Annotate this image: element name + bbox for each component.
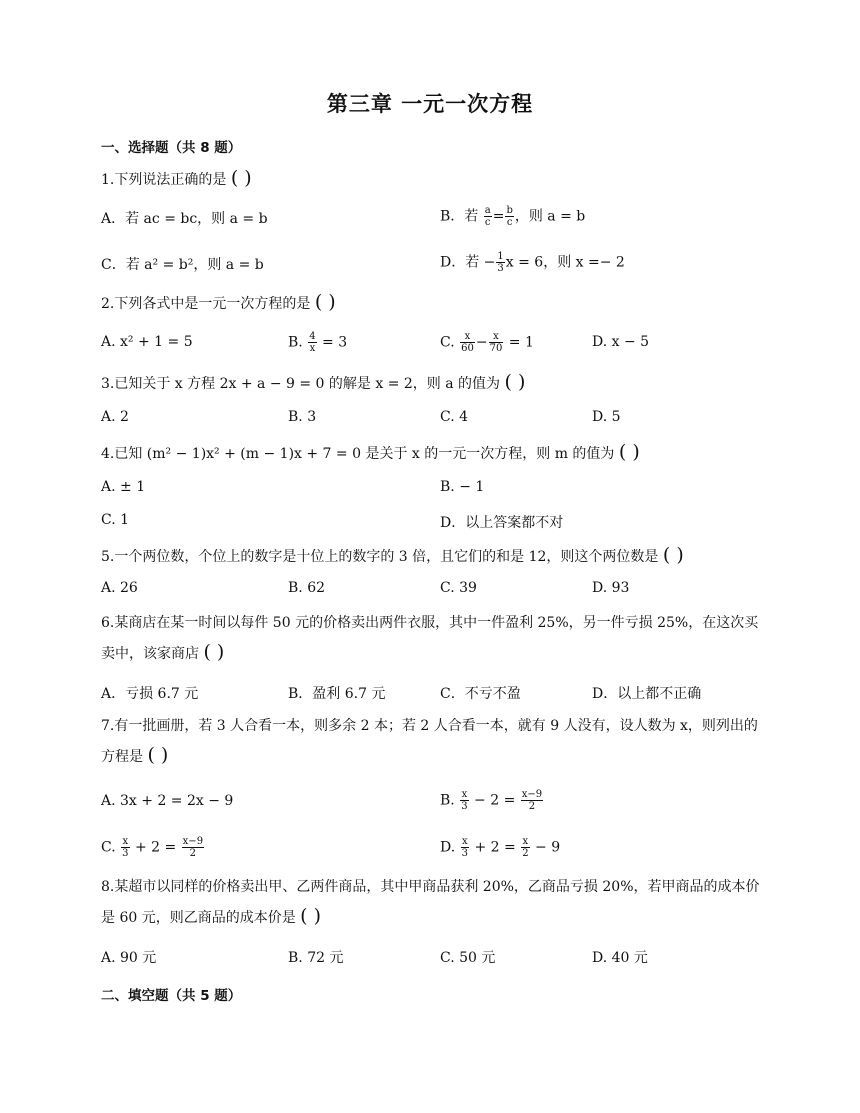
question-8 <box>101 873 761 933</box>
denominator: 3 <box>497 263 504 274</box>
question-7-stem: 7.有一批画册，若 3 人合看一本，则多余 2 本；若 2 人合看一本，就有 9 人没有，设人数为 x，则列出的方程是 <box>101 718 758 765</box>
q2-option-b <box>288 331 347 354</box>
denominator: 3 <box>461 801 468 812</box>
q5-option-d: D. 93 <box>592 580 630 596</box>
q2-c-prefix: C. <box>440 334 460 351</box>
q7-b-prefix: B. <box>440 792 460 809</box>
numerator: x−9 <box>182 836 204 847</box>
numerator: x <box>122 836 129 847</box>
q6-option-d: D．以上都不正确 <box>592 686 702 702</box>
q1-d-suffix: x = 6，则 x =− 2 <box>505 254 625 271</box>
fraction-x-over-70 <box>489 331 504 354</box>
denominator: 2 <box>528 801 536 812</box>
denominator: c <box>506 217 513 228</box>
section-heading-fill: 二、填空题（共 5 题） <box>101 988 242 1004</box>
answer-paren: ( ) <box>147 744 169 766</box>
q1-option-b: B．若 $\frac{a}{c}$ = $\frac{b}{c}$ ，则 a = b <box>440 205 586 228</box>
question-4-stem: 4.已知 (m² − 1)x² + (m − 1)x + 7 = 0 是关于 x 的一元一次方程，则 m 的值为 <box>101 446 615 462</box>
q1-option-d <box>440 251 625 274</box>
numerator: x <box>461 789 468 800</box>
numerator: 4 <box>309 331 316 342</box>
fraction-b-over-c <box>505 205 513 228</box>
numerator: a <box>484 205 491 216</box>
q3-option-d: D. 5 <box>592 409 621 425</box>
fraction-x-over-3 <box>460 789 468 812</box>
answer-paren: ( ) <box>300 905 322 927</box>
q8-option-a: A. 90 元 <box>101 950 157 966</box>
numerator: 1 <box>497 251 504 262</box>
fraction-x-over-3 <box>121 836 129 859</box>
q3-option-a: A. 2 <box>101 409 129 425</box>
question-3-stem: 3.已知关于 x 方程 2x + a − 9 = 0 的解是 x = 2，则 a 的值为 <box>101 376 501 392</box>
q6-option-a: A．亏损 6.7 元 <box>101 686 199 702</box>
question-5-stem: 5.一个两位数，个位上的数字是十位上的数字的 3 倍，且它们的和是 12，则这个两位数是 <box>101 549 659 565</box>
q7-option-a: A. 3x + 2 = 2x − 9 <box>101 793 234 809</box>
q8-option-d: D. 40 元 <box>592 950 648 966</box>
fraction-xm9-over-2 <box>182 836 204 859</box>
fraction-x-over-3 <box>461 836 469 859</box>
answer-paren: ( ) <box>230 167 252 189</box>
question-3 <box>101 368 761 399</box>
fraction-xm9-over-2 <box>521 789 543 812</box>
question-2 <box>101 288 761 319</box>
q2-option-d: D. x − 5 <box>592 334 650 350</box>
fraction-one-third <box>496 251 504 274</box>
denominator: 60 <box>461 343 474 354</box>
q2-option-a: A. x² + 1 = 5 <box>101 334 193 350</box>
q1-b-prefix: B．若 <box>440 208 483 225</box>
q6-option-b: B．盈利 6.7 元 <box>288 686 386 702</box>
q7-c-mid: + 2 = <box>130 839 181 856</box>
fraction-a-over-c <box>484 205 492 228</box>
q2-option-c: C. $\frac{x}{60}$ − $\frac{x}{70}$ = 1 <box>440 331 534 354</box>
q7-option-b <box>440 789 544 812</box>
denominator: 70 <box>489 343 503 354</box>
numerator: x <box>462 836 468 847</box>
numerator: b <box>506 205 513 216</box>
denominator: 3 <box>122 848 129 859</box>
question-6 <box>101 609 761 669</box>
q8-option-b: B. 72 元 <box>288 950 344 966</box>
q4-option-d: D．以上答案都不对 <box>440 515 564 531</box>
answer-paren: ( ) <box>314 291 336 313</box>
q2-c-suffix: = 1 <box>504 334 534 351</box>
q2-b-suffix: = 3 <box>317 334 348 351</box>
question-1 <box>101 164 761 195</box>
question-8-stem: 8.某超市以同样的价格卖出甲、乙两件商品，其中甲商品获利 20%，乙商品亏损 20%，若甲商品的成本价是 60 元，则乙商品的成本价是 <box>101 879 760 926</box>
fraction-x-over-60 <box>460 331 475 354</box>
q7-d-mid: + 2 = <box>470 839 521 856</box>
q5-option-c: C. 39 <box>440 580 477 596</box>
q7-c-prefix: C. <box>101 839 121 856</box>
answer-paren: ( ) <box>662 544 684 566</box>
question-6-stem: 6.某商店在某一时间以每件 50 元的价格卖出两件衣服，其中一件盈利 25%，另一件亏损 25%，在这次买卖中，该家商店 <box>101 615 759 662</box>
q7-d-suffix: − 9 <box>530 839 561 856</box>
q7-option-c <box>101 836 205 859</box>
question-2-stem: 2.下列各式中是一元一次方程的是 <box>101 296 311 312</box>
q5-option-b: B. 62 <box>288 580 326 596</box>
denominator: 2 <box>522 848 529 859</box>
denominator: 3 <box>461 848 469 859</box>
q1-b-suffix: ，则 a = b <box>514 208 586 225</box>
q4-option-c: C. 1 <box>101 512 130 528</box>
fraction-x-over-2 <box>521 836 529 859</box>
answer-paren: ( ) <box>618 441 640 463</box>
numerator: x <box>489 331 504 343</box>
q5-option-a: A. 26 <box>101 580 138 596</box>
q2-b-prefix: B. <box>288 334 308 351</box>
q4-option-b: B. − 1 <box>440 479 485 495</box>
section-heading-choice: 一、选择题（共 8 题） <box>101 140 242 156</box>
q7-b-mid: − 2 = <box>469 792 520 809</box>
fraction-4-over-x <box>308 331 316 354</box>
denominator: 2 <box>189 848 197 859</box>
q4-option-a: A. ± 1 <box>101 479 146 495</box>
q1-option-a: A．若 ac = bc，则 a = b <box>101 211 268 227</box>
numerator: x <box>522 836 529 847</box>
q1-option-c: C．若 a² = b²，则 a = b <box>101 257 264 273</box>
answer-paren: ( ) <box>504 371 526 393</box>
page-title: 第三章 一元一次方程 <box>326 92 534 116</box>
question-4 <box>101 438 761 469</box>
q1-d-prefix: D．若 − <box>440 254 496 271</box>
q6-option-c: C．不亏不盈 <box>440 686 521 702</box>
numerator: x−9 <box>521 789 543 800</box>
answer-paren: ( ) <box>203 641 225 663</box>
q7-d-prefix: D. <box>440 839 460 856</box>
question-5 <box>101 541 761 572</box>
q3-option-c: C. 4 <box>440 409 469 425</box>
question-1-stem: 1.下列说法正确的是 <box>101 172 227 188</box>
q7-option-d <box>440 836 560 859</box>
denominator: x <box>309 343 316 354</box>
denominator: c <box>484 217 491 228</box>
question-7 <box>101 712 761 772</box>
q8-option-c: C. 50 元 <box>440 950 496 966</box>
q3-option-b: B. 3 <box>288 409 317 425</box>
numerator: x <box>460 331 475 343</box>
